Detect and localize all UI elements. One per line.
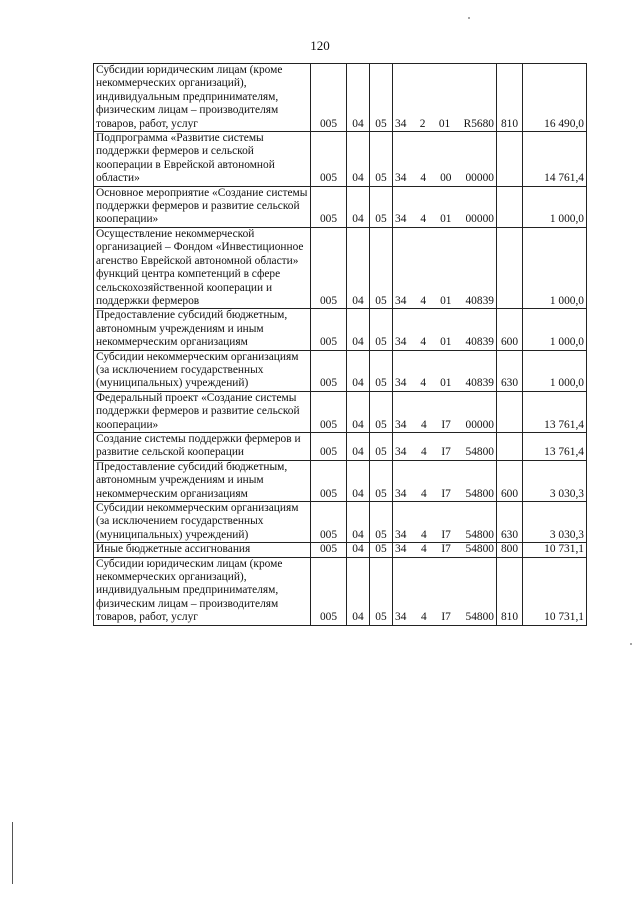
expense-type-code bbox=[497, 186, 523, 227]
amount: 3 030,3 bbox=[523, 460, 587, 501]
amount: 13 761,4 bbox=[523, 391, 587, 432]
target-article-parts bbox=[395, 543, 494, 556]
expense-type-code bbox=[497, 227, 523, 308]
row-name: Создание системы поддержки фермеров и развитие сельской кооперации bbox=[94, 432, 311, 460]
target-article-part: 34 bbox=[395, 543, 407, 556]
table-row bbox=[94, 227, 587, 308]
target-article-part: 4 bbox=[421, 487, 427, 500]
row-name: Иные бюджетные ассигнования bbox=[94, 543, 311, 557]
section-code: 04 bbox=[347, 227, 370, 308]
expense-type-code: 630 bbox=[497, 502, 523, 543]
target-article-part: 34 bbox=[395, 117, 407, 130]
amount: 1 000,0 bbox=[523, 227, 587, 308]
subsection-code: 05 bbox=[370, 460, 393, 501]
amount: 1 000,0 bbox=[523, 309, 587, 350]
amount: 14 761,4 bbox=[523, 132, 587, 187]
target-article-part: I7 bbox=[441, 611, 451, 624]
target-article-part: 34 bbox=[395, 172, 407, 185]
target-article-parts bbox=[395, 336, 494, 349]
row-name: Субсидии юридическим лицам (кроме некоммерческих организаций), индивидуальным предпринимателям, физическим лицам – производителям товаров, работ, услуг bbox=[94, 557, 311, 625]
target-article-parts bbox=[395, 213, 494, 226]
target-article-parts bbox=[395, 377, 494, 390]
amount: 16 490,0 bbox=[523, 64, 587, 132]
ministry-code: 005 bbox=[311, 543, 347, 557]
target-article-code bbox=[393, 543, 497, 557]
subsection-code: 05 bbox=[370, 350, 393, 391]
section-code: 04 bbox=[347, 557, 370, 625]
section-code: 04 bbox=[347, 432, 370, 460]
target-article-code bbox=[393, 350, 497, 391]
ministry-code: 005 bbox=[311, 309, 347, 350]
subsection-code: 05 bbox=[370, 432, 393, 460]
target-article-part: 54800 bbox=[465, 446, 494, 459]
target-article-part: 40839 bbox=[465, 377, 494, 390]
expense-type-code: 630 bbox=[497, 350, 523, 391]
target-article-code bbox=[393, 227, 497, 308]
row-name: Предоставление субсидий бюджетным, автономным учреждениям и иным некоммерческим организациям bbox=[94, 460, 311, 501]
amount: 10 731,1 bbox=[523, 557, 587, 625]
table-row bbox=[94, 186, 587, 227]
target-article-part: I7 bbox=[441, 446, 451, 459]
amount: 13 761,4 bbox=[523, 432, 587, 460]
target-article-part: 40839 bbox=[465, 336, 494, 349]
row-name: Основное мероприятие «Создание системы поддержки фермеров и развитие сельской кооперации» bbox=[94, 186, 311, 227]
ministry-code: 005 bbox=[311, 64, 347, 132]
ministry-code: 005 bbox=[311, 460, 347, 501]
ministry-code: 005 bbox=[311, 391, 347, 432]
table-row bbox=[94, 432, 587, 460]
target-article-part: 2 bbox=[419, 117, 426, 130]
section-code: 04 bbox=[347, 132, 370, 187]
expense-type-code: 600 bbox=[497, 460, 523, 501]
target-article-part: I7 bbox=[441, 418, 451, 431]
section-code: 04 bbox=[347, 64, 370, 132]
table-row bbox=[94, 460, 587, 501]
target-article-part: I7 bbox=[441, 487, 451, 500]
table-row bbox=[94, 502, 587, 543]
target-article-part: 34 bbox=[395, 487, 407, 500]
target-article-part: I7 bbox=[441, 543, 451, 556]
target-article-part: 4 bbox=[420, 172, 427, 185]
table-row bbox=[94, 309, 587, 350]
row-name: Подпрограмма «Развитие системы поддержки фермеров и сельской кооперации в Еврейской автономной области» bbox=[94, 132, 311, 187]
subsection-code: 05 bbox=[370, 132, 393, 187]
target-article-part: R5680 bbox=[463, 117, 494, 130]
row-name: Федеральный проект «Создание системы поддержки фермеров и развитие сельской кооперации» bbox=[94, 391, 311, 432]
amount: 1 000,0 bbox=[523, 186, 587, 227]
scan-speck bbox=[468, 17, 470, 19]
expense-type-code bbox=[497, 391, 523, 432]
target-article-part: 4 bbox=[421, 611, 427, 624]
target-article-part: 54800 bbox=[465, 543, 494, 556]
target-article-parts bbox=[395, 446, 494, 459]
scan-speck bbox=[630, 643, 632, 645]
target-article-parts bbox=[395, 611, 494, 624]
target-article-part: 4 bbox=[420, 336, 427, 349]
subsection-code: 05 bbox=[370, 64, 393, 132]
row-name: Предоставление субсидий бюджетным, автономным учреждениям и иным некоммерческим организациям bbox=[94, 309, 311, 350]
table-row bbox=[94, 350, 587, 391]
target-article-part: 40839 bbox=[465, 294, 494, 307]
target-article-code bbox=[393, 186, 497, 227]
target-article-part: 34 bbox=[395, 611, 407, 624]
subsection-code: 05 bbox=[370, 502, 393, 543]
page-number: 120 bbox=[310, 38, 330, 53]
table-row bbox=[94, 391, 587, 432]
target-article-code bbox=[393, 502, 497, 543]
target-article-part: 00000 bbox=[465, 172, 494, 185]
expense-type-code: 600 bbox=[497, 309, 523, 350]
row-name: Субсидии юридическим лицам (кроме некоммерческих организаций), индивидуальным предпринимателям, физическим лицам – производителям товаров, работ, услуг bbox=[94, 64, 311, 132]
target-article-part: 34 bbox=[395, 446, 407, 459]
target-article-parts bbox=[395, 488, 494, 501]
target-article-part: 34 bbox=[395, 294, 407, 307]
section-code: 04 bbox=[347, 391, 370, 432]
target-article-part: 01 bbox=[438, 117, 451, 130]
target-article-part: 34 bbox=[395, 528, 407, 541]
target-article-part: 54800 bbox=[465, 611, 494, 624]
target-article-part: 4 bbox=[420, 377, 427, 390]
target-article-part: 4 bbox=[421, 543, 427, 556]
section-code: 04 bbox=[347, 186, 370, 227]
budget-table bbox=[93, 63, 587, 626]
ministry-code: 005 bbox=[311, 227, 347, 308]
section-code: 04 bbox=[347, 350, 370, 391]
target-article-part: 34 bbox=[395, 377, 407, 390]
table-row bbox=[94, 64, 587, 132]
target-article-part: 01 bbox=[440, 377, 452, 390]
target-article-part: 4 bbox=[421, 446, 427, 459]
target-article-part: 01 bbox=[440, 213, 452, 226]
section-code: 04 bbox=[347, 543, 370, 557]
ministry-code: 005 bbox=[311, 350, 347, 391]
row-name: Субсидии некоммерческим организациям (за исключением государственных (муниципальных) учреждений) bbox=[94, 350, 311, 391]
row-name: Осуществление некоммерческой организацией – Фондом «Инвестиционное агенство Еврейской автономной области» функций центра компетенций в сфере сельскохозяйственной кооперации и поддержки фермеров bbox=[94, 227, 311, 308]
scan-margin-line bbox=[12, 822, 13, 884]
section-code: 04 bbox=[347, 460, 370, 501]
amount: 3 030,3 bbox=[523, 502, 587, 543]
target-article-code bbox=[393, 557, 497, 625]
ministry-code: 005 bbox=[311, 557, 347, 625]
amount: 10 731,1 bbox=[523, 543, 587, 557]
target-article-parts bbox=[395, 529, 494, 542]
expense-type-code: 810 bbox=[497, 64, 523, 132]
subsection-code: 05 bbox=[370, 186, 393, 227]
target-article-part: 54800 bbox=[465, 528, 494, 541]
subsection-code: 05 bbox=[370, 543, 393, 557]
expense-type-code bbox=[497, 132, 523, 187]
target-article-parts bbox=[395, 419, 494, 432]
ministry-code: 005 bbox=[311, 502, 347, 543]
target-article-code bbox=[393, 309, 497, 350]
subsection-code: 05 bbox=[370, 557, 393, 625]
table-row bbox=[94, 132, 587, 187]
target-article-code bbox=[393, 432, 497, 460]
row-name: Субсидии некоммерческим организациям (за исключением государственных (муниципальных) учреждений) bbox=[94, 502, 311, 543]
table-row bbox=[94, 557, 587, 625]
table-body bbox=[94, 64, 587, 626]
target-article-part: 00 bbox=[440, 172, 452, 185]
target-article-part: 34 bbox=[395, 418, 407, 431]
amount: 1 000,0 bbox=[523, 350, 587, 391]
subsection-code: 05 bbox=[370, 391, 393, 432]
target-article-part: 01 bbox=[440, 336, 452, 349]
target-article-part: 4 bbox=[420, 213, 427, 226]
target-article-part: 34 bbox=[395, 336, 407, 349]
target-article-part: 4 bbox=[421, 418, 427, 431]
target-article-part: 01 bbox=[440, 294, 452, 307]
target-article-code bbox=[393, 460, 497, 501]
target-article-code bbox=[393, 391, 497, 432]
target-article-parts bbox=[395, 295, 494, 308]
expense-type-code: 800 bbox=[497, 543, 523, 557]
ministry-code: 005 bbox=[311, 132, 347, 187]
target-article-part: 00000 bbox=[465, 418, 494, 431]
ministry-code: 005 bbox=[311, 432, 347, 460]
target-article-part: 00000 bbox=[465, 213, 494, 226]
table-row bbox=[94, 543, 587, 557]
target-article-part: 4 bbox=[420, 294, 427, 307]
target-article-parts bbox=[395, 172, 494, 185]
target-article-part: 34 bbox=[395, 213, 407, 226]
target-article-part: 4 bbox=[421, 528, 427, 541]
expense-type-code bbox=[497, 432, 523, 460]
ministry-code: 005 bbox=[311, 186, 347, 227]
subsection-code: 05 bbox=[370, 309, 393, 350]
target-article-code bbox=[393, 132, 497, 187]
target-article-part: I7 bbox=[441, 528, 451, 541]
section-code: 04 bbox=[347, 309, 370, 350]
target-article-part: 54800 bbox=[465, 487, 494, 500]
target-article-parts bbox=[395, 118, 494, 131]
subsection-code: 05 bbox=[370, 227, 393, 308]
target-article-code bbox=[393, 64, 497, 132]
section-code: 04 bbox=[347, 502, 370, 543]
expense-type-code: 810 bbox=[497, 557, 523, 625]
